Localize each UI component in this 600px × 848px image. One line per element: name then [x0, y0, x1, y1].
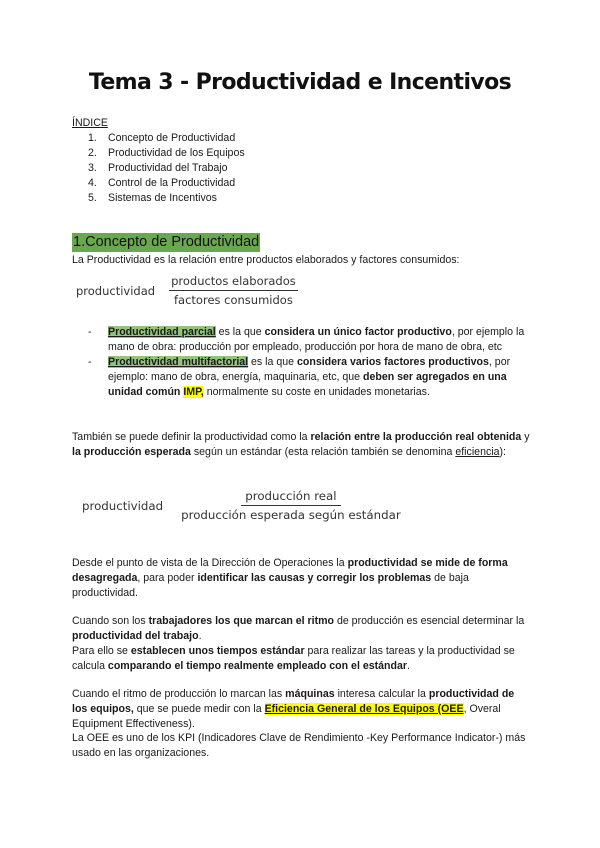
toc-item-label: Productividad del Trabajo: [108, 162, 228, 174]
text-run: para realizar las tareas y la productividad se calcula: [72, 645, 515, 672]
text-run: Cuando son los: [72, 615, 149, 627]
bold-text: productividad se mide de forma desagregada: [72, 557, 508, 584]
text-run: .: [407, 660, 410, 672]
toc-item-number: 2.: [88, 147, 97, 159]
productivity-formula: [76, 274, 298, 307]
text-run: , Overal Equipment Effectiveness).: [72, 703, 501, 730]
standard-times-paragraph: [72, 644, 532, 674]
imp-highlight: IMP,: [183, 386, 204, 398]
term-highlight: Productividad parcial: [108, 326, 216, 338]
text-run: es la que: [215, 326, 265, 338]
bold-text: identificar las causas y corregir los problemas: [197, 572, 432, 584]
bold-text: productividad del trabajo: [72, 630, 199, 642]
bold-text: la producción esperada: [72, 446, 191, 458]
formula-lhs: productividad: [76, 283, 156, 298]
text-run: es la que: [248, 356, 297, 368]
text-run: de baja productividad.: [72, 572, 469, 599]
text-run: , para poder: [137, 572, 198, 584]
toc-item-number: 5.: [88, 192, 97, 204]
bullet-dash: -: [88, 326, 92, 338]
text-run: También se puede definir la productividad como la: [72, 431, 311, 443]
index-heading: ÍNDICE: [72, 117, 108, 129]
table-of-contents: [88, 131, 245, 206]
text-run: Desde el punto de vista de la Dirección de Operaciones la: [72, 557, 348, 569]
toc-item-label: Concepto de Productividad: [108, 132, 236, 144]
text-run: y: [521, 431, 530, 443]
toc-item: [88, 131, 245, 146]
text-run: Cuando el ritmo de producción lo marcan las: [72, 688, 286, 700]
toc-item: [88, 161, 245, 176]
text-run: , por ejemplo la mano de obra: producción por empleado, producción por hora de mano de obra, etc: [108, 326, 525, 353]
underlined-term: eficiencia: [455, 446, 500, 458]
formula-fraction: [169, 274, 298, 307]
operations-paragraph: [72, 556, 532, 601]
formula-denominator: producción esperada según estándar: [181, 508, 401, 522]
intro-paragraph: La Productividad es la relación entre productos elaborados y factores consumidos:: [72, 254, 460, 266]
list-item: [88, 355, 528, 400]
equipment-paragraph: [72, 687, 532, 732]
toc-item-number: 3.: [88, 162, 97, 174]
page-title: Tema 3 - Productividad e Incentivos: [88, 70, 512, 95]
productivity-types-list: [88, 325, 528, 400]
text-run: que se puede medir con la: [133, 703, 265, 715]
toc-item-label: Control de la Productividad: [108, 177, 236, 189]
text-run: Para ello se: [72, 645, 131, 657]
bold-text: comparando el tiempo realmente empleado con el estándar: [107, 660, 407, 672]
formula-lhs: productividad: [82, 498, 164, 513]
text-run: normalmente su coste en unidades monetarias.: [203, 386, 430, 398]
section-heading: 1.Concepto de Productividad: [73, 234, 260, 250]
toc-item-label: Sistemas de Incentivos: [108, 192, 217, 204]
text-run: ):: [499, 446, 506, 458]
toc-item-number: 1.: [88, 132, 97, 144]
efficiency-paragraph: [72, 430, 532, 460]
text-run: según un estándar (esta relación también se denomina: [190, 446, 456, 458]
bold-text: considera varios factores productivos: [296, 356, 489, 368]
toc-item-number: 4.: [88, 177, 97, 189]
bullet-dash: -: [88, 356, 92, 368]
toc-item-label: Productividad de los Equipos: [108, 147, 245, 159]
text-run: .: [198, 630, 202, 642]
efficiency-formula: [82, 489, 401, 522]
bold-text: deben ser agregados en una unidad común: [108, 371, 507, 398]
bold-text: relación entre la producción real obtenida: [310, 431, 522, 443]
formula-fraction: [181, 489, 401, 522]
toc-item: [88, 191, 245, 206]
bold-text: trabajadores los que marcan el ritmo: [148, 615, 335, 627]
bold-text: considera un único factor productivo: [264, 326, 452, 338]
bold-text: máquinas: [285, 688, 335, 700]
list-item: [88, 325, 528, 355]
formula-numerator: producción real: [241, 489, 340, 506]
text-run: interesa calcular la: [334, 688, 429, 700]
formula-numerator: productos elaborados: [169, 274, 298, 291]
labor-paragraph: [72, 614, 532, 644]
kpi-paragraph: La OEE es uno de los KPI (Indicadores Clave de Rendimiento -Key Performance Indicator-) más usado en las organizaciones.: [72, 732, 526, 759]
term-highlight: Productividad multifactorial: [108, 356, 249, 368]
oee-highlight: Eficiencia General de los Equipos (OEE: [264, 703, 464, 715]
toc-item: [88, 176, 245, 191]
formula-denominator: factores consumidos: [174, 293, 293, 307]
bold-text: productividad de los equipos,: [72, 688, 515, 715]
text-run: de producción es esencial determinar la: [334, 615, 525, 627]
bold-text: establecen unos tiempos estándar: [130, 645, 305, 657]
toc-item: [88, 146, 245, 161]
text-run: , por ejemplo: mano de obra, energía, maquinaria, etc, que: [108, 356, 511, 383]
